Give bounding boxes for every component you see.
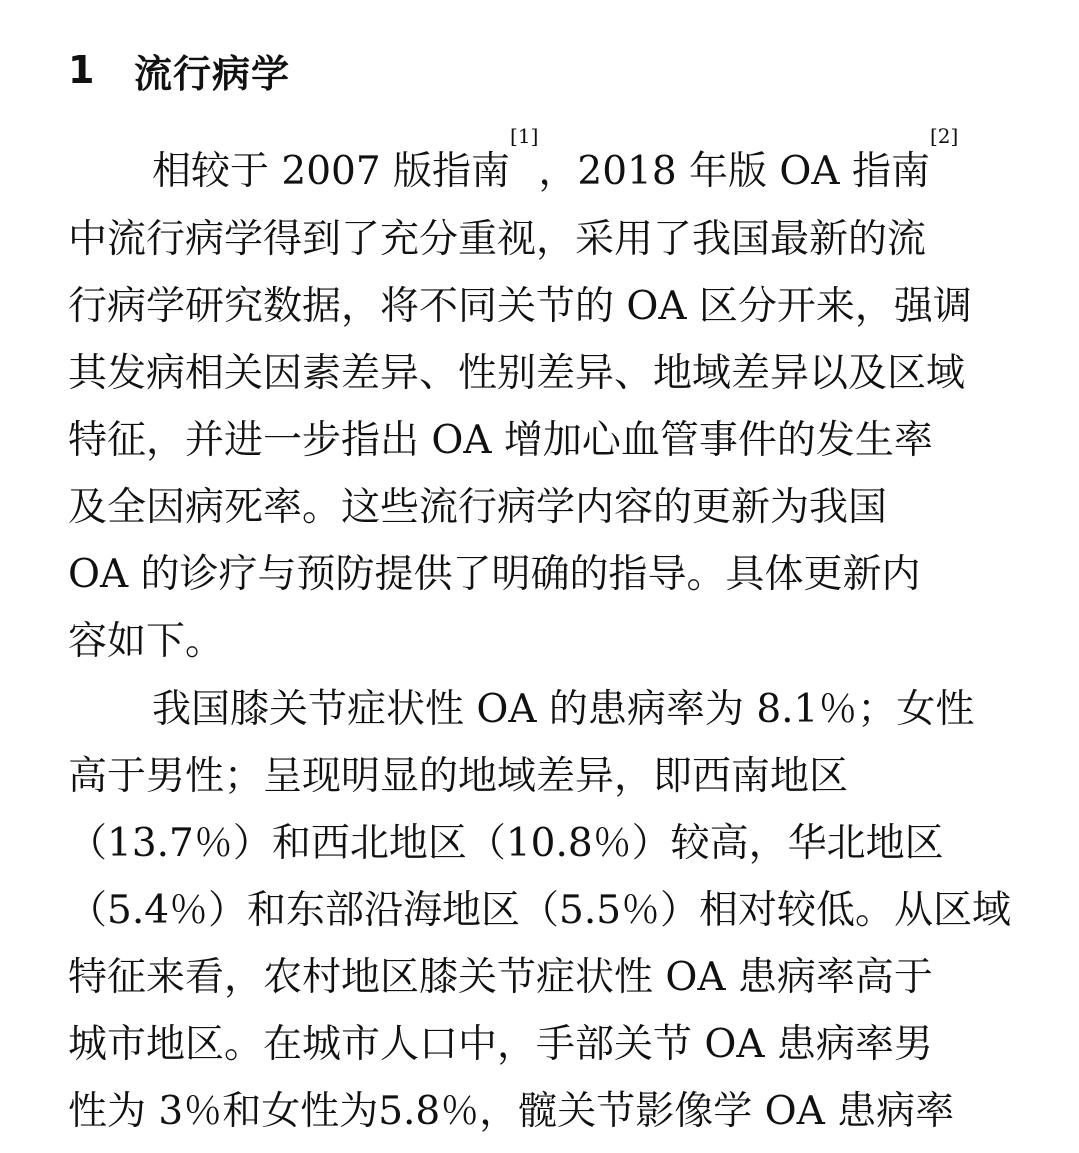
section-title: 流行病学 <box>134 51 291 96</box>
paragraph-2-line-6: 城市地区。在城市人口中，手部关节 OA 患病率男 <box>68 1022 933 1067</box>
paragraph-2-line-4: （5.4％）和东部沿海地区（5.5％）相对较低。从区域 <box>68 888 1012 933</box>
paragraph-1-line-5: 特征，并进一步指出 OA 增加心血管事件的发生率 <box>68 418 933 463</box>
paragraph-2-line-5: 特征来看，农村地区膝关节症状性 OA 患病率高于 <box>68 955 933 1000</box>
paragraph-1-line-4: 其发病相关因素差异、性别差异、地域差异以及区域 <box>68 351 966 396</box>
paragraph-1-line-8: 容如下。 <box>68 619 225 664</box>
paragraph-2-line-7: 性为 3％和女性为5.8％，髋关节影像学 OA 患病率 <box>68 1089 955 1134</box>
paragraph-2-line-3: （13.7％）和西北地区（10.8％）较高，华北地区 <box>68 821 944 866</box>
citation-ref-1: [1] <box>510 124 539 148</box>
paragraph-1-line-1 <box>152 124 1030 204</box>
paragraph-2-line-1: 我国膝关节症状性 OA 的患病率为 8.1％；女性 <box>152 687 975 732</box>
citation-ref-2: [2] <box>929 124 959 148</box>
paragraph-1-line-2: 中流行病学得到了充分重视，采用了我国最新的流 <box>68 217 927 262</box>
section-number: 1 <box>68 48 96 92</box>
paragraph-1-line-7: OA 的诊疗与预防提供了明确的指导。具体更新内 <box>68 552 921 597</box>
paragraph-text: 相较于 2007 版指南 <box>152 149 511 194</box>
section-heading <box>68 44 290 96</box>
paragraph-1-line-6: 及全因病死率。这些流行病学内容的更新为我国 <box>68 485 888 530</box>
paragraph-text: ，2018 年版 OA 指南 <box>538 149 930 194</box>
paragraph-1-line-3: 行病学研究数据，将不同关节的 OA 区分开来，强调 <box>68 284 972 329</box>
paragraph-2-line-2: 高于男性；呈现明显的地域差异，即西南地区 <box>68 754 849 799</box>
